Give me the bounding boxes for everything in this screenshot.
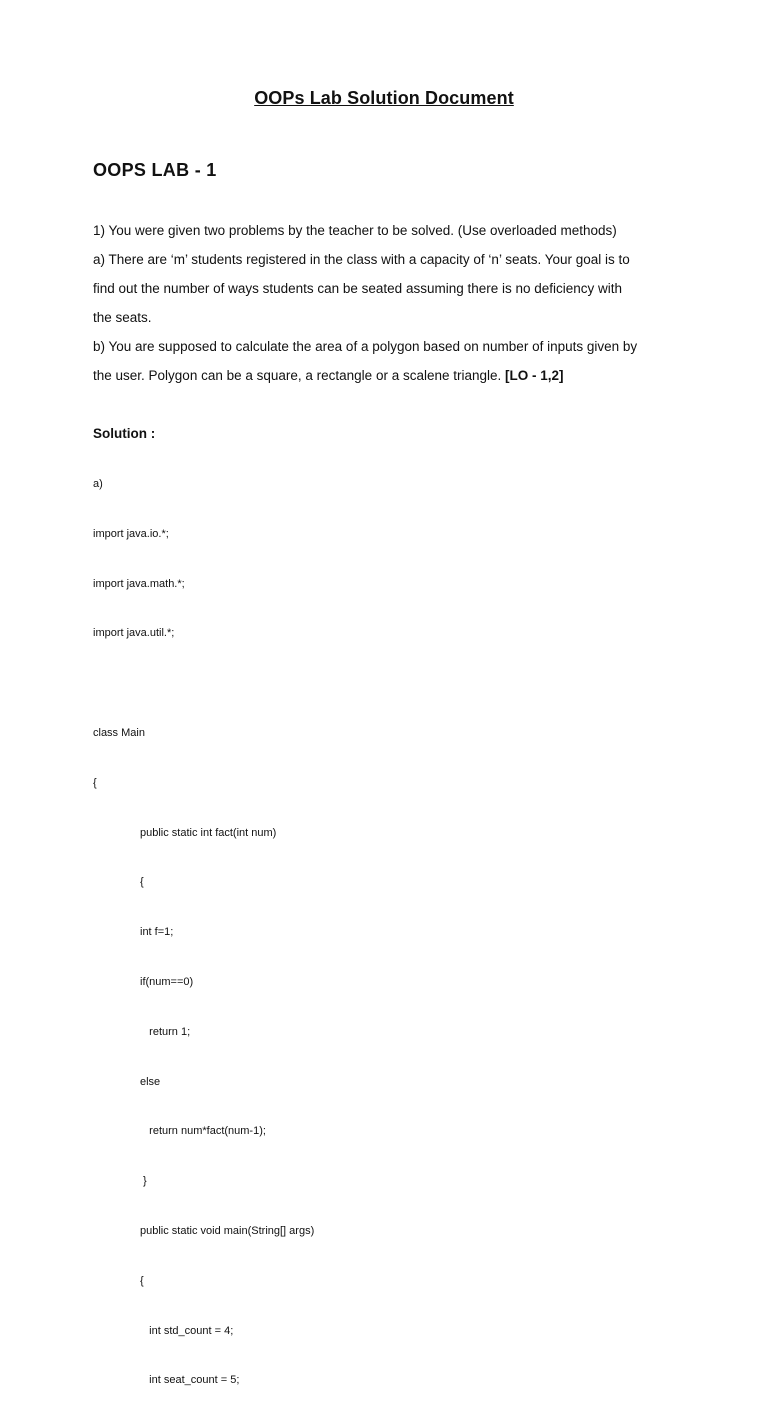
problem-line-last [93,361,693,390]
document-title: OOPs Lab Solution Document [254,88,514,108]
problem-line: a) There are ‘m’ students registered in the class with a capacity of ‘n’ seats. Your goal is to [93,252,630,267]
code-line: { [140,1274,144,1287]
code-line: return 1; [140,1025,191,1038]
code-line: class Main [93,726,145,739]
code-line: public static int fact(int num) [140,826,277,839]
code-line: int std_count = 4; [140,1324,234,1337]
problem-line: the seats. [93,310,152,325]
problem-line: b) You are supposed to calculate the area of a polygon based on number of inputs given by [93,339,638,354]
code-line: return num*fact(num-1); [140,1125,266,1138]
code-line: import java.util.*; [93,627,175,640]
solution-label: Solution : [93,426,156,441]
problem-line-text: the user. Polygon can be a square, a rectangle or a scalene triangle. [93,368,506,383]
problem-line: find out the number of ways students can be seated assuming there is no deficiency with [93,281,623,296]
code-line: } [140,1175,147,1188]
lab-heading: OOPS LAB - 1 [93,160,217,180]
code-line: { [93,776,97,789]
problem-line: 1) You were given two problems by the teacher to be solved. (Use overloaded methods) [93,223,617,238]
code-line: { [140,876,144,889]
code-line: public static void main(String[] args) [140,1224,315,1237]
learning-outcome: [LO - 1,2] [505,368,564,383]
code-line: if(num==0) [140,975,194,988]
code-line: import java.io.*; [93,527,169,540]
code-line: int seat_count = 5; [140,1374,240,1387]
code-line: else [140,1075,161,1088]
code-line: a) [93,478,103,490]
code-line: int f=1; [140,926,174,939]
problem-statement [93,216,693,390]
code-block [93,448,314,1418]
code-line-blank [93,671,314,697]
code-line: import java.math.*; [93,577,185,590]
